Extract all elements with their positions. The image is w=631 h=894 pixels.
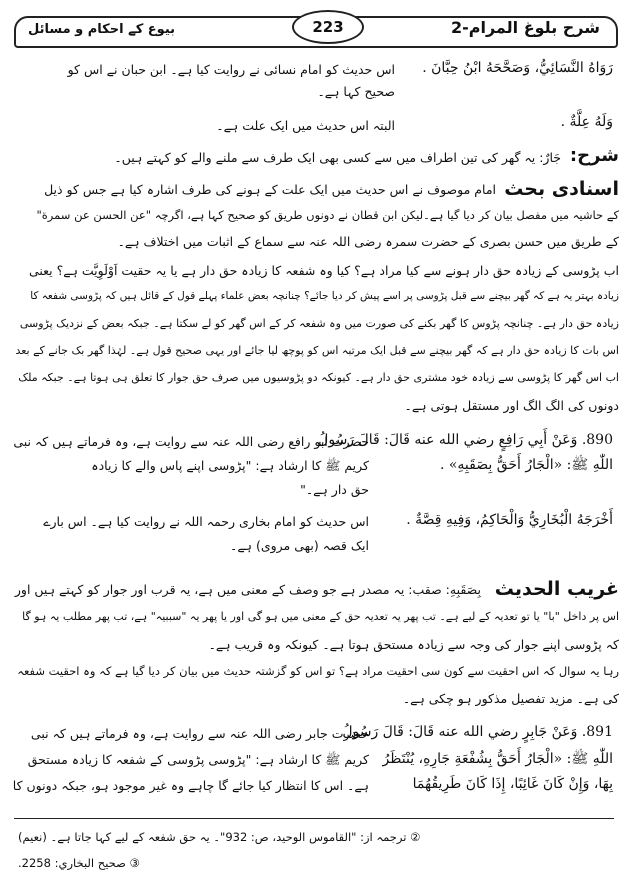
sharh-heading: شرح: (569, 145, 619, 166)
page-number: 223 (292, 10, 364, 44)
footnote: ② ترجمہ از: "القاموس الوحید، ص: 932"۔ یہ حق شفعہ کے لیے کہا جاتا ہے۔ (نعیم) (18, 830, 421, 844)
body-line: کہ پڑوسی اپنے جوار کی وجہ سے زیادہ مستحق ہوتا ہے۔ کیونکہ وہ قریب ہے۔ (208, 637, 619, 652)
isnadi-heading: اسنادی بحث (504, 178, 619, 200)
body-line: رہا یہ سوال کہ اس احقیت سے کون سی احقیت مراد ہے؟ تو اس کو گزشتہ حدیث میں بیان کر دیا گیا ہے کہ وہ احقیت شفعہ (17, 664, 619, 678)
translation-line: حضرت ابو رافع رضی اللہ عنہ سے روایت ہے، وہ فرماتے ہیں کہ نبی (13, 434, 369, 449)
body-line: کے طریق میں حسن بصری کے حضرت سمرہ رضی اللہ عنہ سے سماع کے اثبات میں اختلاف ہے۔ (117, 234, 619, 249)
translation-line: کریم ﷺ کا ارشاد ہے: "پڑوسی اپنے پاس والے کا زیادہ (91, 458, 369, 473)
body-line: زیادہ بہتر یہ ہے کہ گھر بیچنے سے قبل پڑوسی پر اسے پیش کر دیا جائے؟ چنانچہ بعض علماء پہلے قول کے قائل ہیں کہ پڑوسی شفعہ کا (30, 290, 619, 302)
body-line: اب اس گھر کا پڑوسی سے زیادہ خود مشتری حق دار ہے۔ کیونکہ دو پڑوسیوں میں صرف حق جوار کا تعلق ہی ہوتا ہے۔ جبکہ ملک (18, 371, 619, 384)
body-line: کے حاشیہ میں مفصل بیان کر دیا گیا ہے۔لیکن ابن قطان نے دونوں طریق کو صحیح کہا ہے، اگرچہ "عن الحسن عن سمرة" (36, 208, 619, 222)
hadith-arabic: 890. وَعَنْ أَبِي رَافِعٍ رضي الله عنه قَالَ: قَالَ رَسُولُ (318, 432, 613, 448)
translation-line: حضرت جابر رضی اللہ عنہ سے روایت ہے، وہ فرماتے ہیں کہ نبی (30, 726, 369, 741)
translation-line: حق دار ہے۔" (300, 482, 369, 497)
page-header (14, 8, 614, 48)
translation-line: اس حدیث کو امام نسائی نے روایت کیا ہے۔ ابن حبان نے اس کو (67, 62, 395, 77)
sharh-text: جَارٌ: یہ گھر کی تین اطراف میں سے کسی بھی ایک طرف سے ملنے والے کو کہتے ہیں۔ (114, 150, 561, 165)
body-line: اس بات کا زیادہ حق دار ہے کہ گھر بیچنے سے قبل ایک مرتبہ اس کو پوچھ لیا جائے اور یہی صحیح قول ہے۔ لہٰذا گھر بک جانے کے بعد (15, 344, 619, 357)
hadith-arabic: اللّٰهِ ﷺ: «الْجَارُ أَحَقُّ بِصَقَبِهِ» . (439, 457, 613, 473)
hadith-arabic: أَخْرَجَهُ الْبُخَارِيُّ وَالْحَاكِمُ، وَفِيهِ قِصَّةٌ . (406, 512, 613, 528)
translation-line: اس حدیث کو امام بخاری رحمہ اللہ نے روایت کیا ہے۔ اس بارے (43, 514, 369, 529)
body-line: دونوں کی الگ الگ اور مستقل ہوتی ہے۔ (404, 398, 619, 413)
hadith-arabic: وَلَهُ عِلَّةٌ . (560, 114, 613, 130)
translation-line: ایک قصہ (بھی مروی) ہے۔ (230, 538, 369, 553)
translation-line: ہے۔ اس کا انتظار کیا جائے گا چاہے وہ غیر موجود ہو، جبکہ دونوں کا (12, 778, 369, 793)
book-title: شرح بلوغ المرام-2 (450, 18, 600, 37)
translation-line: صحیح کہا ہے۔ (317, 84, 395, 99)
body-line: کی ہے۔ مزید تفصیل مذکور ہو چکی ہے۔ (402, 691, 619, 706)
body-line: بِصَقَبِهِ: صقب: یہ مصدر ہے جو وصف کے معنی میں ہے، یہ قرب اور جوار کو کہتے ہیں اور (14, 582, 481, 597)
chapter-title: بیوع کے احکام و مسائل (28, 22, 176, 37)
gharib-heading: غریب الحدیث (494, 578, 619, 600)
hadith-arabic: بِهَا، وَإِنْ كَانَ غَائِبًا، إِذَا كَانَ طَرِيقُهُمَا (412, 776, 613, 792)
translation-line: کریم ﷺ کا ارشاد ہے: "پڑوسی پڑوسی کے شفعہ کا زیادہ مستحق (27, 752, 369, 767)
footnote-divider (14, 818, 614, 819)
hadith-arabic: رَوَاهُ النَّسَائِيُّ، وَصَحَّحَهُ ابْنُ حِبَّانَ . (422, 60, 613, 76)
translation-line: البتہ اس حدیث میں ایک علت ہے۔ (216, 118, 395, 133)
body-line: امام موصوف نے اس حدیث میں ایک علت کے ہونے کی طرف اشارہ کیا ہے جس کو ذیل (44, 182, 496, 197)
hadith-arabic: اللّٰهِ ﷺ: «الْجَارُ أَحَقُّ بِشُفْعَةِ جَارِهِ، يُنْتَظَرُ (382, 751, 613, 767)
body-line: اس پر داخل "با" یا تو تعدیہ کے لیے ہے۔ تب پھر یہ تعدیہ حق کے معنی میں ہو گی اور یا پھر یہ "سببیہ" ہے، تب پھر مطلب یہ ہو گا (22, 610, 619, 623)
body-line: زیادہ حق دار ہے۔ چنانچہ پڑوس کا گھر بکنے کی صورت میں وہ شفعہ کر کے اس گھر کو لے سکتا ہے۔ جبکہ بعض کے نزدیک پڑوسی (19, 317, 619, 330)
hadith-arabic: 891. وَعَنْ جَابِرٍ رضي الله عنه قَالَ: قَالَ رَسُولُ (342, 724, 613, 740)
body-line: اب پڑوسی کے زیادہ حق دار ہونے سے کیا مراد ہے؟ کیا وہ شفعہ کا زیادہ حق دار ہے یا یہ حقیت اَوْلَوِيَّت ہے؟ یعنی (28, 263, 619, 278)
footnote: ③ صحيح البخاري: 2258. (18, 856, 140, 870)
